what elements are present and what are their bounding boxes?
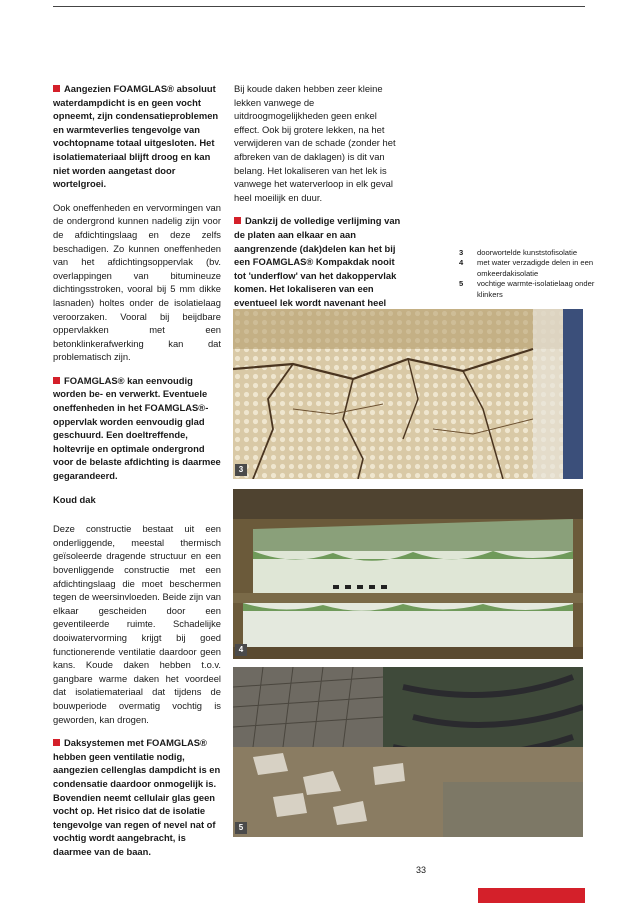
caption-5: 5 vochtige warmte-isolatielaag onder klinkers: [459, 279, 595, 299]
middle-column: [234, 82, 404, 333]
photo-damp-pavers: [233, 667, 583, 837]
section-heading: Koud dak: [53, 493, 96, 505]
caption-3: 3 doorwortelde kunststofisolatie: [459, 248, 578, 257]
red-square-bullet-icon: [234, 217, 241, 224]
photo-number-badge: 4: [235, 644, 247, 656]
paragraph-bold-3: FOAMGLAS® kan eenvoudig worden be- en verwerkt. Eventuele oneffenheden in het FOAMGLAS®-oppervlak worden eenvoudig glad geschuurd. Een doeltreffende, holtevrije en optimale ondergrond voor de belaste afdichting is daarmee gegarandeerd.: [53, 374, 221, 482]
red-square-bullet-icon: [53, 85, 60, 92]
red-footer-bar: [478, 888, 585, 903]
photo-rooted-insulation: [233, 309, 583, 479]
paragraph-2: Ook oneffenheden en vervormingen van de ondergrond kunnen nadelig zijn voor de afdichtingslaag en deze zelfs beschadigen. Zo kunnen oneffenheden van het afdichtingsoppervlak (bv. overlappingen van bitumineuze dichtingsstroken, vooral bij 5 mm dikke lasnaden) holtes onder de isolatielaag veroorzaken. Vooral bij beijdbare oppervlakken met een betonklinkerafwerking kan dat problematisch zijn.: [53, 201, 221, 363]
photo-number-badge: 3: [235, 464, 247, 476]
paragraph-bold-5: Daksystemen met FOAMGLAS® hebben geen ventilatie nodig, aangezien cellenglas dampdicht is en condensatie daardoor onmogelijk is. Bovendien neemt cellulair glas geen vocht op. Het risico dat de isolatie tengevolge van regen of nevel nat of vochtig wordt aangebracht, is daarmee van de baan.: [53, 737, 221, 857]
paragraph-bold-kompakdak: Dankzij de volledige verlijming van de platen aan elkaar en aan aangrenzende (dak)delen kan het bij een FOAMGLAS® Kompakdak nooit tot 'underflow' van het dakoppervlak komen. Het lokaliseren van een eventueel lek wordt navenant heel: [234, 215, 401, 308]
photo-number-badge: 5: [235, 822, 247, 834]
paragraph-intro: Bij koude daken hebben zeer kleine lekken vanwege de uitdroogmogelijkheden geen enkel effect. Ook bij grotere lekken, na het verwijderen van de schade (zonder het afbreken van de daklagen) is dit van belang. Het lokaliseren van het lek is vanwege het waterverloop in elk geval heel moeilijk en duur.: [234, 83, 396, 203]
red-square-bullet-icon: [53, 377, 60, 384]
left-column: [53, 82, 221, 868]
photo-captions: [459, 248, 599, 300]
photo-wet-insulation: [233, 489, 583, 659]
red-square-bullet-icon: [53, 739, 60, 746]
paragraph-4: Deze constructie bestaat uit een onderliggende, meestal thermisch geïsoleerde dragende structuur en een bovenliggende constructie met een afdichtingslaag die moet beschermen tegen de weersinvloeden. Beide zijn van elkaar gescheiden door een geventileerde ruimte. Schadelijke dooiwatervorming krijgt bij goed functionerende ventilatie daardoor geen kans. Koude daken hebben t.o.v. gangbare warme daken het voordeel dat isolatiemateriaal dat tijdens de bouwperiode overmatig vochtig is geworden, kan drogen.: [53, 523, 221, 725]
page-number: 33: [416, 865, 427, 875]
caption-4: 4 met water verzadigde delen in een omkeerdakisolatie: [459, 258, 594, 278]
paragraph-bold-1: Aangezien FOAMGLAS® absoluut waterdampdicht is en geen vocht opneemt, zijn condensatieproblemen en warmteverlies tengevolge van vochtopname totaal uitgesloten. Het isolatiemateriaal blijft droog en kan niet worden aangetast door wortelgroei.: [53, 83, 219, 190]
top-rule: [53, 6, 585, 7]
